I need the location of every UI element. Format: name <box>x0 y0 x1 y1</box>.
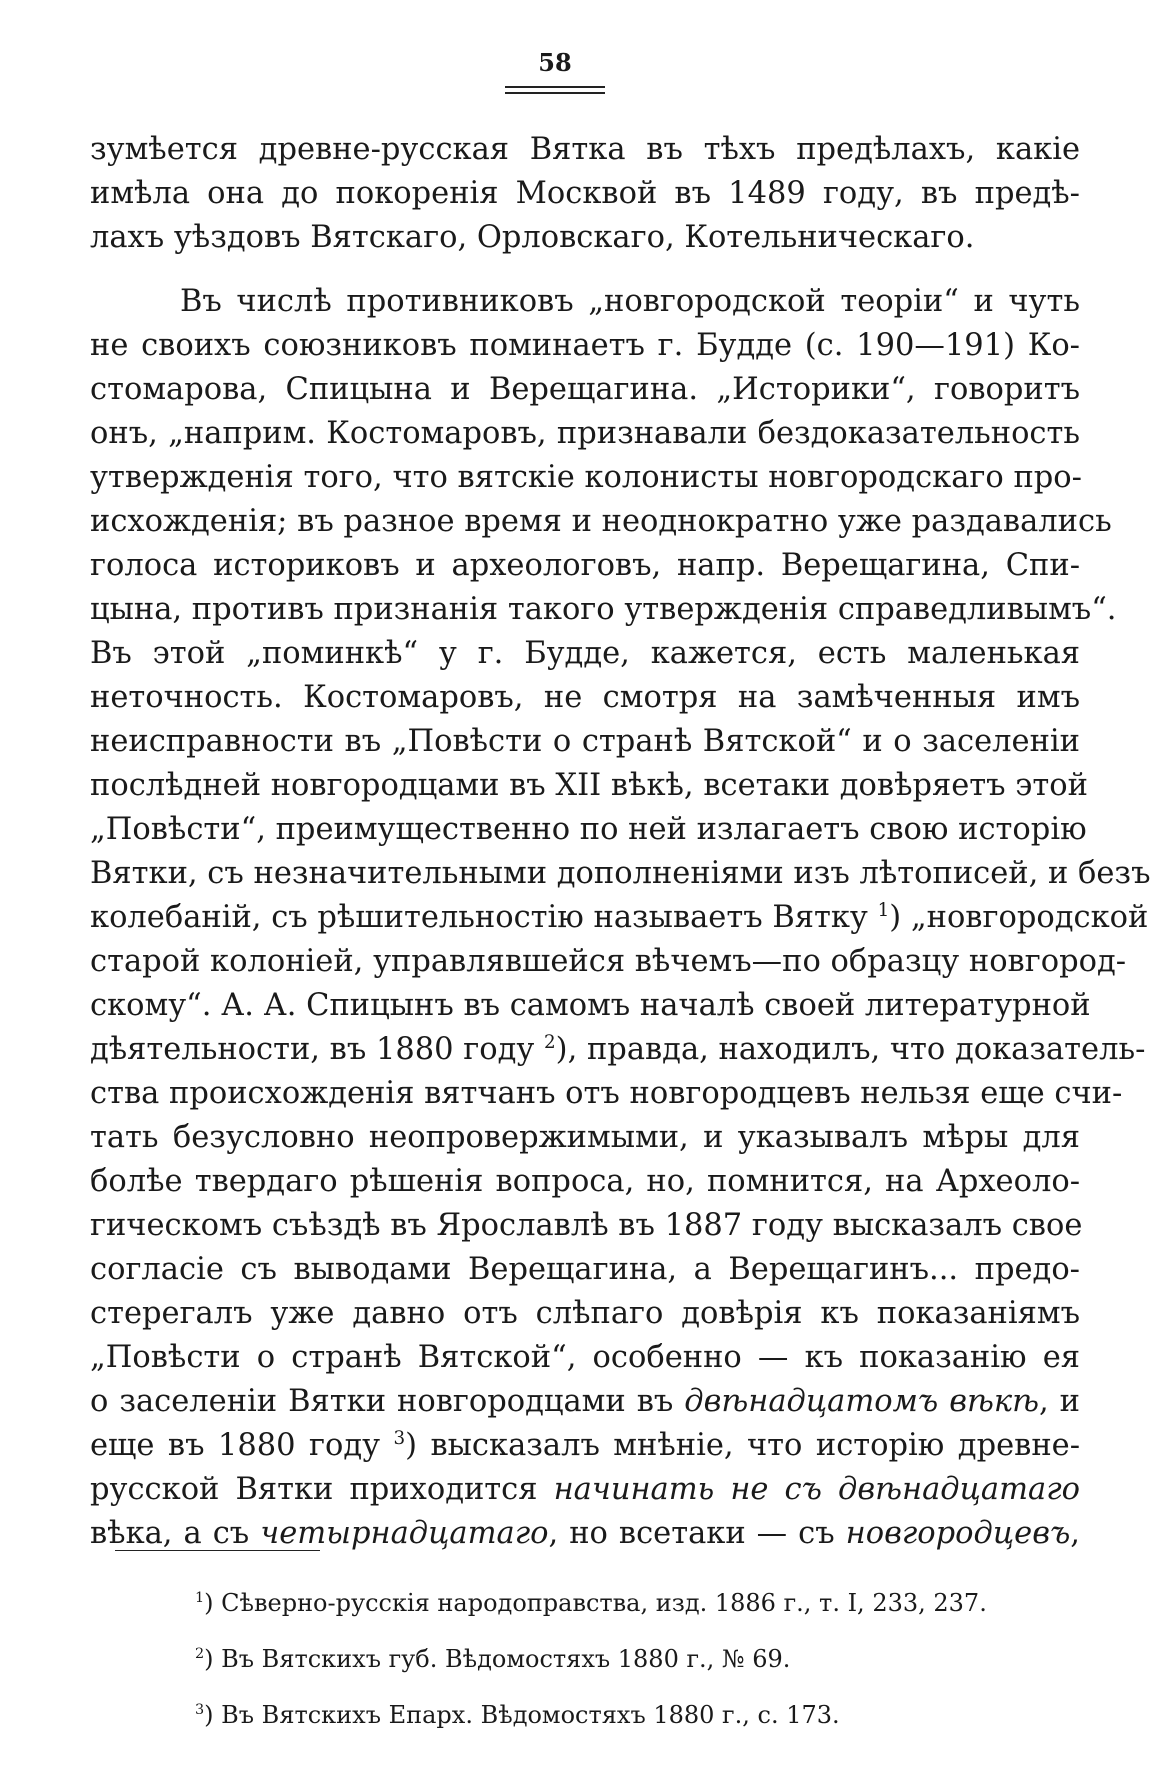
footnote-separator <box>115 1550 320 1551</box>
italic-emphasis: четырнадцатаго <box>260 1516 549 1551</box>
footnote-mark: 2 <box>195 1646 205 1662</box>
italic-emphasis: новгородцевъ <box>845 1516 1071 1551</box>
line-part: колебаній, съ рѣшительностію называетъ Вятку <box>90 900 878 935</box>
text-line: „Повѣсти о странѣ Вятской“, особенно — къ показанію ея <box>90 1340 1080 1375</box>
footnotes <box>195 1575 1075 1743</box>
text-line: согласіе съ выводами Верещагина, а Верещагинъ... предо- <box>90 1252 1080 1287</box>
text-line: Вятки, съ незначительными дополненіями изъ лѣтописей, и безъ <box>90 856 1150 891</box>
line-part: , но всетаки — съ <box>548 1516 846 1551</box>
page-number: 58 <box>538 48 572 77</box>
footnote-ref-2: 2 <box>544 1031 556 1053</box>
line-part: дѣятельности, въ 1880 году <box>90 1032 545 1067</box>
text-line: „Повѣсти“, преимущественно по ней излагаетъ свою исторію <box>90 812 1087 847</box>
text-line: гическомъ съѣздѣ въ Ярославлѣ въ 1887 году высказалъ свое <box>90 1208 1083 1243</box>
text-line: зумѣется древне-русская Вятка въ тѣхъ предѣлахъ, какіе <box>90 132 1080 167</box>
text-line: утвержденія того, что вятскіе колонисты новгородскаго про- <box>90 460 1082 495</box>
footnote-text: ) Сѣверно-русскія народоправства, изд. 1886 г., т. I, 233, 237. <box>204 1589 987 1617</box>
line-part: , и <box>1039 1384 1081 1419</box>
footnote-text: ) Въ Вятскихъ губ. Вѣдомостяхъ 1880 г., № 69. <box>204 1645 791 1673</box>
text-line: тать безусловно неопровержимыми, и указывалъ мѣры для <box>90 1120 1080 1155</box>
text-line: не своихъ союзниковъ поминаетъ г. Будде (с. 190—191) Ко- <box>90 328 1080 363</box>
line-part: о заселеніи Вятки новгородцами въ <box>90 1384 685 1419</box>
footnote-2 <box>195 1631 1075 1687</box>
header-rule-bottom <box>505 92 605 94</box>
footnote-ref-1: 1 <box>877 899 890 921</box>
text-line: Въ этой „поминкѣ“ у г. Будде, кажется, есть маленькая <box>90 636 1080 671</box>
text-line: стомарова, Спицына и Верещагина. „Историки“, говоритъ <box>90 372 1080 407</box>
body-text <box>90 128 1150 1556</box>
line-part: ) „новгородской <box>889 900 1149 935</box>
footnote-mark: 3 <box>195 1702 205 1718</box>
footnote-3 <box>195 1687 1075 1743</box>
text-line <box>90 1468 1080 1512</box>
italic-emphasis: двѣнадцатомъ вѣкѣ <box>684 1384 1039 1419</box>
line-part: , <box>1070 1516 1080 1551</box>
text-line: Въ числѣ противниковъ „новгородской теоріи“ и чуть <box>180 284 1080 319</box>
line-part: ) высказалъ мнѣніе, что исторію древне- <box>405 1428 1080 1463</box>
line-part: еще въ 1880 году <box>90 1428 394 1463</box>
text-line <box>90 1424 1080 1468</box>
header-rule-top <box>505 86 605 88</box>
footnote-ref-3: 3 <box>393 1427 406 1449</box>
line-part: русской Вятки приходится <box>90 1472 554 1507</box>
text-line: лахъ уѣздовъ Вятскаго, Орловскаго, Котельническаго. <box>90 220 975 255</box>
text-line: болѣе твердаго рѣшенія вопроса, но, помнится, на Археоло- <box>90 1164 1080 1199</box>
line-part: ), правда, находилъ, что доказатель- <box>555 1032 1146 1067</box>
text-line: имѣла она до покоренія Москвой въ 1489 году, въ предѣ- <box>90 176 1080 211</box>
text-line <box>90 1380 1080 1424</box>
text-line: ства происхожденія вятчанъ отъ новгородцевъ нельзя еще счи- <box>90 1076 1123 1111</box>
text-line: онъ, „наприм. Костомаровъ, признавали бездоказательность <box>90 416 1080 451</box>
text-line: стерегалъ уже давно отъ слѣпаго довѣрія къ показаніямъ <box>90 1296 1080 1331</box>
text-line: исхожденія; въ разное время и неоднократно уже раздавались <box>90 504 1112 539</box>
text-line <box>90 896 1149 940</box>
text-line: старой колоніей, управлявшейся вѣчемъ—по образцу новгород- <box>90 944 1127 979</box>
paragraph-gap <box>90 260 1080 280</box>
text-line: неисправности въ „Повѣсти о странѣ Вятской“ и о заселеніи <box>90 724 1080 759</box>
text-line: скому“. А. А. Спицынъ въ самомъ началѣ своей литературной <box>90 988 1091 1023</box>
footnote-text: ) Въ Вятскихъ Епарх. Вѣдомостяхъ 1880 г., с. 173. <box>204 1701 840 1729</box>
italic-emphasis: начинать не съ двѣнадцатаго <box>553 1472 1080 1507</box>
text-line <box>90 1028 1146 1072</box>
text-line: неточность. Костомаровъ, не смотря на замѣченныя имъ <box>90 680 1080 715</box>
text-line: голоса историковъ и археологовъ, напр. Верещагина, Спи- <box>90 548 1080 583</box>
footnote-mark: 1 <box>195 1590 205 1606</box>
footnote-1 <box>195 1575 1075 1631</box>
text-line: цына, противъ признанія такого утвержденія справедливымъ“. <box>90 592 1117 627</box>
text-line: послѣдней новгородцами въ XII вѣкѣ, всетаки довѣряетъ этой <box>90 768 1088 803</box>
line-part: вѣка, а съ <box>90 1516 261 1551</box>
